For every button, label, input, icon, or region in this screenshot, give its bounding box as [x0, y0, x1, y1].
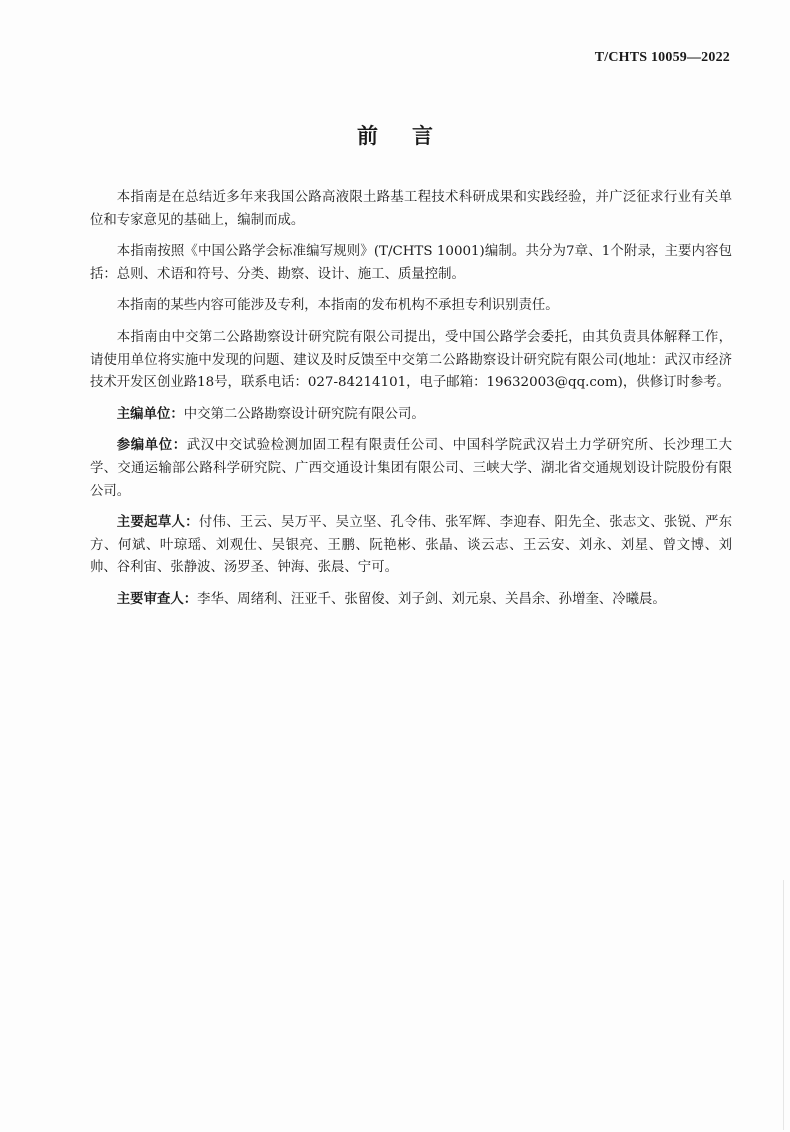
participants-label: 参编单位： [116, 438, 187, 454]
drafters-label: 主要起草人： [116, 515, 199, 531]
page-title: 前言 [357, 124, 467, 148]
paragraph-structure: 本指南按照《中国公路学会标准编写规则》(T/CHTS 10001)编制。共分为7章、1个附录，主要内容包括：总则、术语和符号、分类、勘察、设计、施工、质量控制。 [90, 244, 732, 282]
reviewers-label: 主要审查人： [116, 591, 198, 607]
paragraph-patent: 本指南的某些内容可能涉及专利，本指南的发布机构不承担专利识别责任。 [116, 298, 559, 314]
chief-editor-line [90, 404, 732, 427]
drafters-value: 付伟、王云、吴万平、吴立坚、孔令伟、张军辉、李迎春、阳先全、张志文、张锐、严东方、何斌、叶琼瑶、刘观仕、吴银亮、王鹏、阮艳彬、张晶、谈云志、王云安、刘永、刘星、曾文博、刘帅、谷利宙、张静波、汤罗圣、钟海、张晨、宁可。 [90, 515, 733, 576]
preface-body [90, 187, 732, 621]
reviewers-value: 李华、周绪利、汪亚千、张留俊、刘子剑、刘元泉、关昌余、孙增奎、冷曦晨。 [197, 591, 666, 607]
chief-editor-value: 中交第二公路勘察设计研究院有限公司。 [183, 406, 425, 422]
paragraph-contact: 本指南由中交第二公路勘察设计研究院有限公司提出，受中国公路学会委托，由其负责具体解释工作，请使用单位将实施中发现的问题、建议及时反馈至中交第二公路勘察设计研究院有限公司(地址：武汉市经济技术开发区创业路18号，联系电话：027-84214101，电子邮箱：19632003@qq.com)，供修订时参考。 [90, 329, 732, 391]
participants-value: 武汉中交试验检测加固工程有限责任公司、中国科学院武汉岩土力学研究所、长沙理工大学、交通运输部公路科学研究院、广西交通设计集团有限公司、三峡大学、湖北省交通规划设计院股份有限公司。 [90, 438, 733, 499]
document-code: T/CHTS 10059—2022 [594, 50, 730, 65]
reviewers-line [90, 589, 732, 612]
scan-edge-line [783, 880, 784, 1130]
paragraph-summary: 本指南是在总结近多年来我国公路高液限土路基工程技术科研成果和实践经验，并广泛征求行业有关单位和专家意见的基础上，编制而成。 [90, 190, 732, 228]
chief-editor-label: 主编单位： [116, 406, 184, 422]
participants-line [90, 435, 732, 503]
drafters-line [90, 512, 732, 580]
